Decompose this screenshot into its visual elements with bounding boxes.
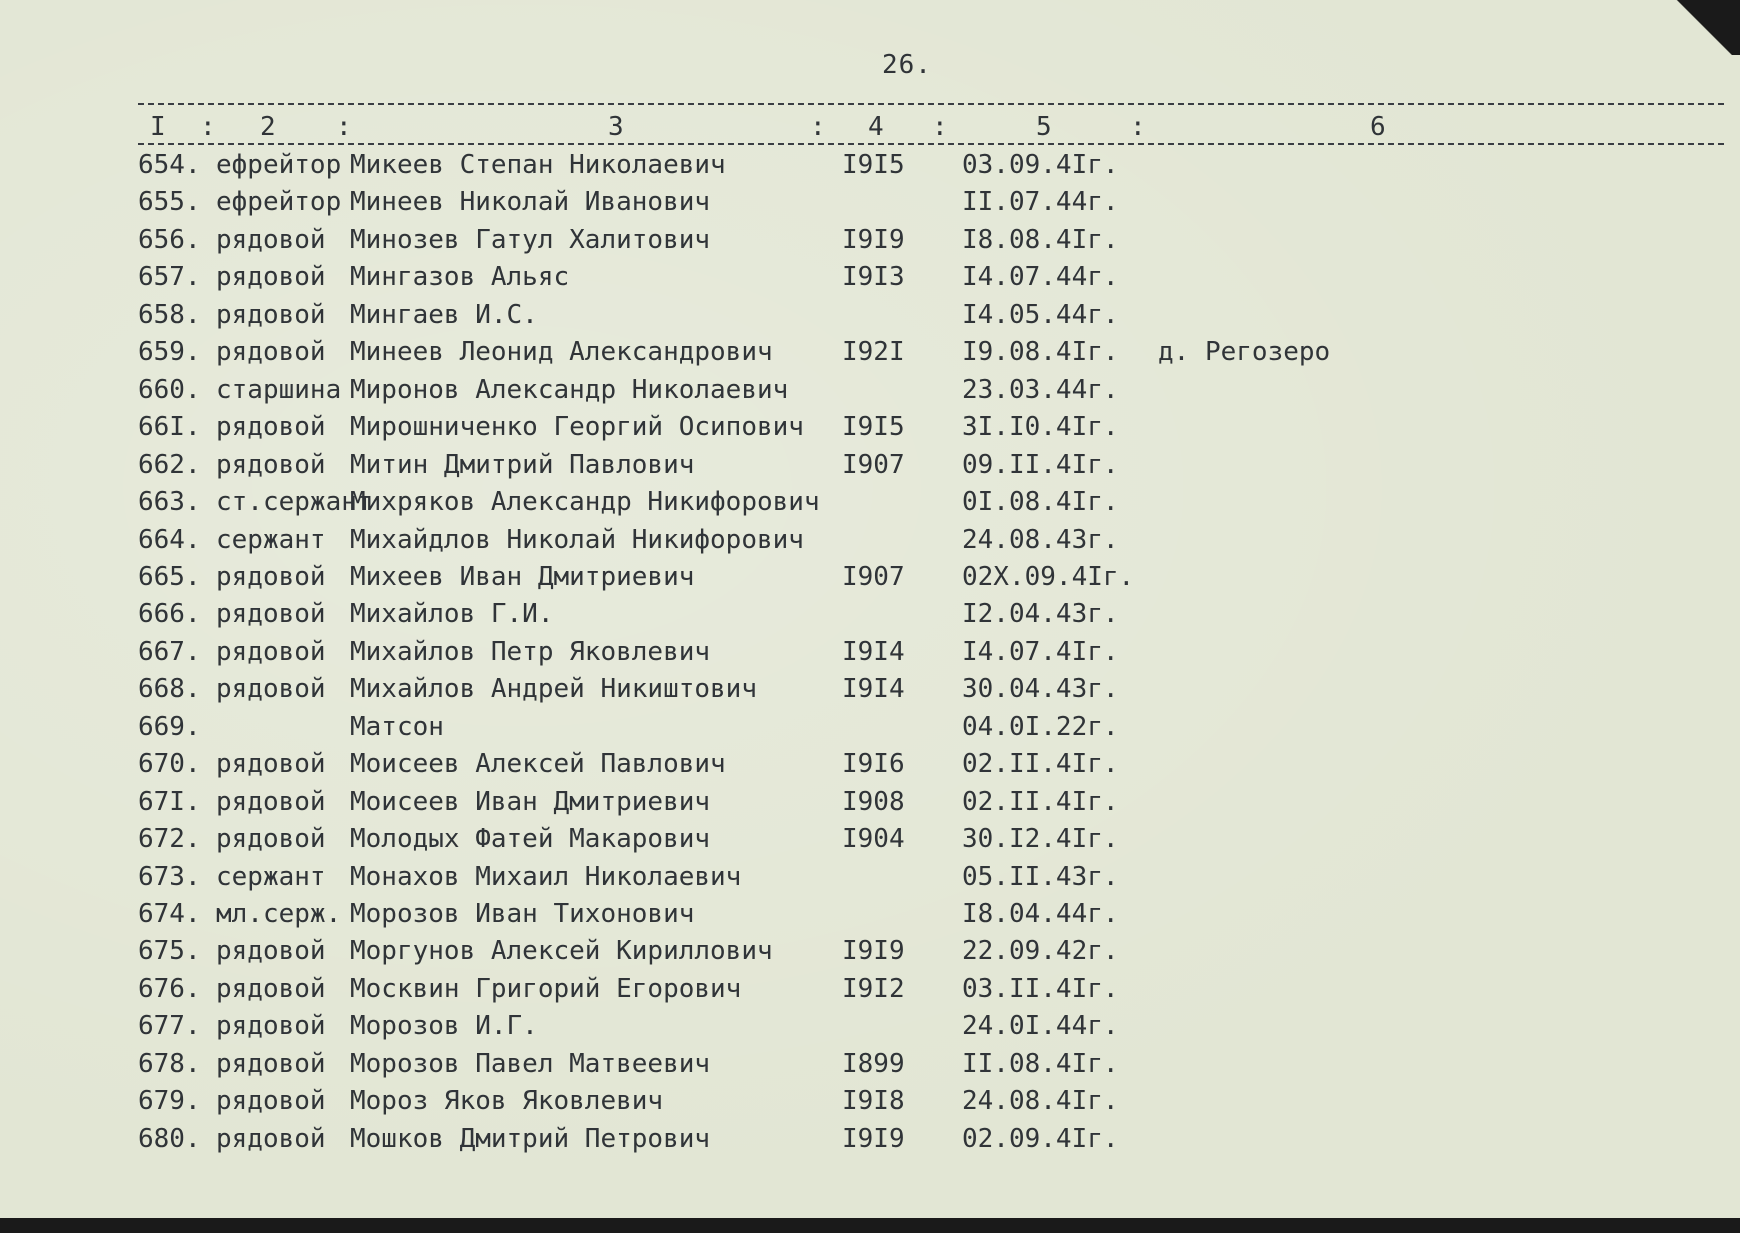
birth-year: I9I4 [842, 674, 905, 705]
row-number: 659. [138, 337, 201, 368]
date: 03.II.4Iг. [962, 973, 1119, 1004]
header-bottom-rule [138, 143, 1724, 145]
header-col-2: 2 [260, 112, 276, 142]
rank: рядовой [216, 1086, 326, 1117]
full-name: Минозев Гатул Халитович [350, 224, 711, 255]
date: 0I.08.4Iг. [962, 487, 1119, 518]
full-name: Михайдлов Николай Никифорович [350, 524, 804, 555]
row-number: 663. [138, 487, 201, 518]
header-col-6: 6 [1370, 112, 1386, 142]
table-row [0, 187, 1700, 221]
date: I8.08.4Iг. [962, 224, 1119, 255]
full-name: Михайлов Петр Яковлевич [350, 636, 711, 667]
table-row [0, 824, 1700, 858]
full-name: Михряков Александр Никифорович [350, 487, 820, 518]
full-name: Миронов Александр Николаевич [350, 374, 789, 405]
table-row [0, 1086, 1700, 1120]
birth-year: I9I2 [842, 973, 905, 1004]
full-name: Морозов Иван Тихонович [350, 899, 695, 929]
birth-year: I9I9 [842, 936, 905, 967]
date: 3I.I0.4Iг. [962, 412, 1119, 443]
date: I2.04.43г. [962, 599, 1119, 630]
rank: рядовой [216, 936, 326, 967]
rank: сержант [216, 861, 326, 892]
rank: рядовой [216, 1011, 326, 1042]
birth-year: I9I5 [842, 412, 905, 443]
date: 23.03.44г. [962, 374, 1119, 405]
birth-year: I907 [842, 561, 905, 592]
row-number: 666. [138, 599, 201, 630]
date: 24.08.4Iг. [962, 1086, 1119, 1117]
place: д. Регозеро [1158, 337, 1331, 368]
date: I9.08.4Iг. [962, 337, 1119, 368]
table-row [0, 562, 1700, 596]
birth-year: I9I4 [842, 636, 905, 667]
row-number: 656. [138, 224, 201, 255]
date: I4.05.44г. [962, 299, 1119, 330]
table-row [0, 599, 1700, 633]
header-sep: : [810, 112, 826, 142]
birth-year: I904 [842, 824, 905, 855]
rank: рядовой [216, 636, 326, 667]
table-row [0, 300, 1700, 334]
table-row [0, 1011, 1700, 1045]
table-row [0, 1124, 1700, 1158]
rank: ст.сержант [216, 487, 373, 518]
table-row [0, 899, 1700, 933]
row-number: 655. [138, 187, 201, 218]
birth-year: I9I9 [842, 1123, 905, 1154]
full-name: Морозов Павел Матвеевич [350, 1048, 711, 1079]
header-sep: : [336, 112, 352, 142]
row-number: 660. [138, 374, 201, 405]
birth-year: I907 [842, 449, 905, 480]
row-number: 670. [138, 749, 201, 780]
row-number: 672. [138, 824, 201, 855]
table-row [0, 862, 1700, 896]
full-name: Михайлов Г.И. [350, 599, 554, 630]
header-sep: : [932, 112, 948, 142]
date: II.08.4Iг. [962, 1048, 1119, 1079]
date: 04.0I.22г. [962, 711, 1119, 742]
table-row [0, 225, 1700, 259]
date: 09.II.4Iг. [962, 449, 1119, 480]
full-name: Морозов И.Г. [350, 1011, 538, 1042]
row-number: 664. [138, 524, 201, 555]
row-number: 665. [138, 561, 201, 592]
rank: сержант [216, 524, 326, 555]
full-name: Молодых Фатей Макарович [350, 824, 711, 855]
row-number: 667. [138, 636, 201, 667]
row-number: 679. [138, 1086, 201, 1117]
rank: рядовой [216, 1048, 326, 1079]
rank: мл.серж. [216, 899, 342, 929]
birth-year: I9I8 [842, 1086, 905, 1117]
row-number: 657. [138, 262, 201, 293]
row-number: 673. [138, 861, 201, 892]
page-corner [1670, 0, 1740, 55]
full-name: Мингаев И.С. [350, 299, 538, 330]
row-number: 678. [138, 1048, 201, 1079]
rank: ефрейтор [216, 187, 342, 218]
birth-year: I908 [842, 786, 905, 817]
row-number: 66I. [138, 412, 201, 443]
rank: рядовой [216, 599, 326, 630]
rank: рядовой [216, 1123, 326, 1154]
full-name: Моисеев Алексей Павлович [350, 749, 726, 780]
date: 30.04.43г. [962, 674, 1119, 705]
header-col-3: 3 [608, 112, 624, 142]
table-row [0, 262, 1700, 296]
row-number: 654. [138, 150, 201, 180]
full-name: Минеев Николай Иванович [350, 187, 711, 218]
full-name: Минеев Леонид Александрович [350, 337, 773, 368]
row-number: 674. [138, 899, 201, 929]
full-name: Михайлов Андрей Никиштович [350, 674, 757, 705]
full-name: Мороз Яков Яковлевич [350, 1086, 664, 1117]
full-name: Микеев Степан Николаевич [350, 150, 726, 180]
birth-year: I9I3 [842, 262, 905, 293]
table-row [0, 337, 1700, 371]
row-number: 676. [138, 973, 201, 1004]
date: I4.07.44г. [962, 262, 1119, 293]
rank: рядовой [216, 262, 326, 293]
birth-year: I9I9 [842, 224, 905, 255]
birth-year: I9I6 [842, 749, 905, 780]
date: 02X.09.4Iг. [962, 561, 1135, 592]
rank: рядовой [216, 449, 326, 480]
date: I8.04.44г. [962, 899, 1119, 929]
row-number: 668. [138, 674, 201, 705]
table-row [0, 150, 1700, 184]
date: 24.08.43г. [962, 524, 1119, 555]
header-col-5: 5 [1036, 112, 1052, 142]
table-row [0, 525, 1700, 559]
table-row [0, 450, 1700, 484]
rank: рядовой [216, 674, 326, 705]
full-name: Моргунов Алексей Кириллович [350, 936, 773, 967]
full-name: Моисеев Иван Дмитриевич [350, 786, 711, 817]
date: I4.07.4Iг. [962, 636, 1119, 667]
table-row [0, 974, 1700, 1008]
rank: рядовой [216, 299, 326, 330]
table-row [0, 1049, 1700, 1083]
header-col-1: I [150, 112, 166, 142]
rank: рядовой [216, 973, 326, 1004]
full-name: Мошков Дмитрий Петрович [350, 1123, 711, 1154]
full-name: Москвин Григорий Егорович [350, 973, 742, 1004]
table-row [0, 375, 1700, 409]
full-name: Мирошниченко Георгий Осипович [350, 412, 804, 443]
row-number: 680. [138, 1123, 201, 1154]
date: 02.II.4Iг. [962, 749, 1119, 780]
date: 03.09.4Iг. [962, 150, 1119, 180]
date: 02.II.4Iг. [962, 786, 1119, 817]
rank: рядовой [216, 561, 326, 592]
rank: рядовой [216, 224, 326, 255]
row-number: 67I. [138, 786, 201, 817]
header-sep: : [1130, 112, 1146, 142]
rank: ефрейтор [216, 150, 342, 180]
table-row [0, 487, 1700, 521]
rank: старшина [216, 374, 342, 405]
table-row [0, 712, 1700, 746]
table-row [0, 787, 1700, 821]
table-row [0, 412, 1700, 446]
date: 02.09.4Iг. [962, 1123, 1119, 1154]
row-number: 662. [138, 449, 201, 480]
table-row [0, 674, 1700, 708]
row-number: 677. [138, 1011, 201, 1042]
full-name: Матсон [350, 711, 444, 742]
full-name: Митин Дмитрий Павлович [350, 449, 695, 480]
table-row [0, 749, 1700, 783]
date: II.07.44г. [962, 187, 1119, 218]
rank: рядовой [216, 412, 326, 443]
date: 24.0I.44г. [962, 1011, 1119, 1042]
full-name: Монахов Михаил Николаевич [350, 861, 742, 892]
rank: рядовой [216, 337, 326, 368]
date: 30.I2.4Iг. [962, 824, 1119, 855]
birth-year: I899 [842, 1048, 905, 1079]
header-col-4: 4 [868, 112, 884, 142]
rank: рядовой [216, 786, 326, 817]
header-top-rule [138, 103, 1724, 105]
full-name: Михеев Иван Дмитриевич [350, 561, 695, 592]
header-sep: : [200, 112, 216, 142]
table-row [0, 936, 1700, 970]
rank: рядовой [216, 749, 326, 780]
row-number: 675. [138, 936, 201, 967]
birth-year: I92I [842, 337, 905, 368]
full-name: Мингазов Альяс [350, 262, 570, 293]
row-number: 658. [138, 299, 201, 330]
rank: рядовой [216, 824, 326, 855]
row-number: 669. [138, 711, 201, 742]
date: 05.II.43г. [962, 861, 1119, 892]
table-row [0, 637, 1700, 671]
birth-year: I9I5 [842, 150, 905, 180]
page-number: 26. [882, 50, 932, 80]
date: 22.09.42г. [962, 936, 1119, 967]
